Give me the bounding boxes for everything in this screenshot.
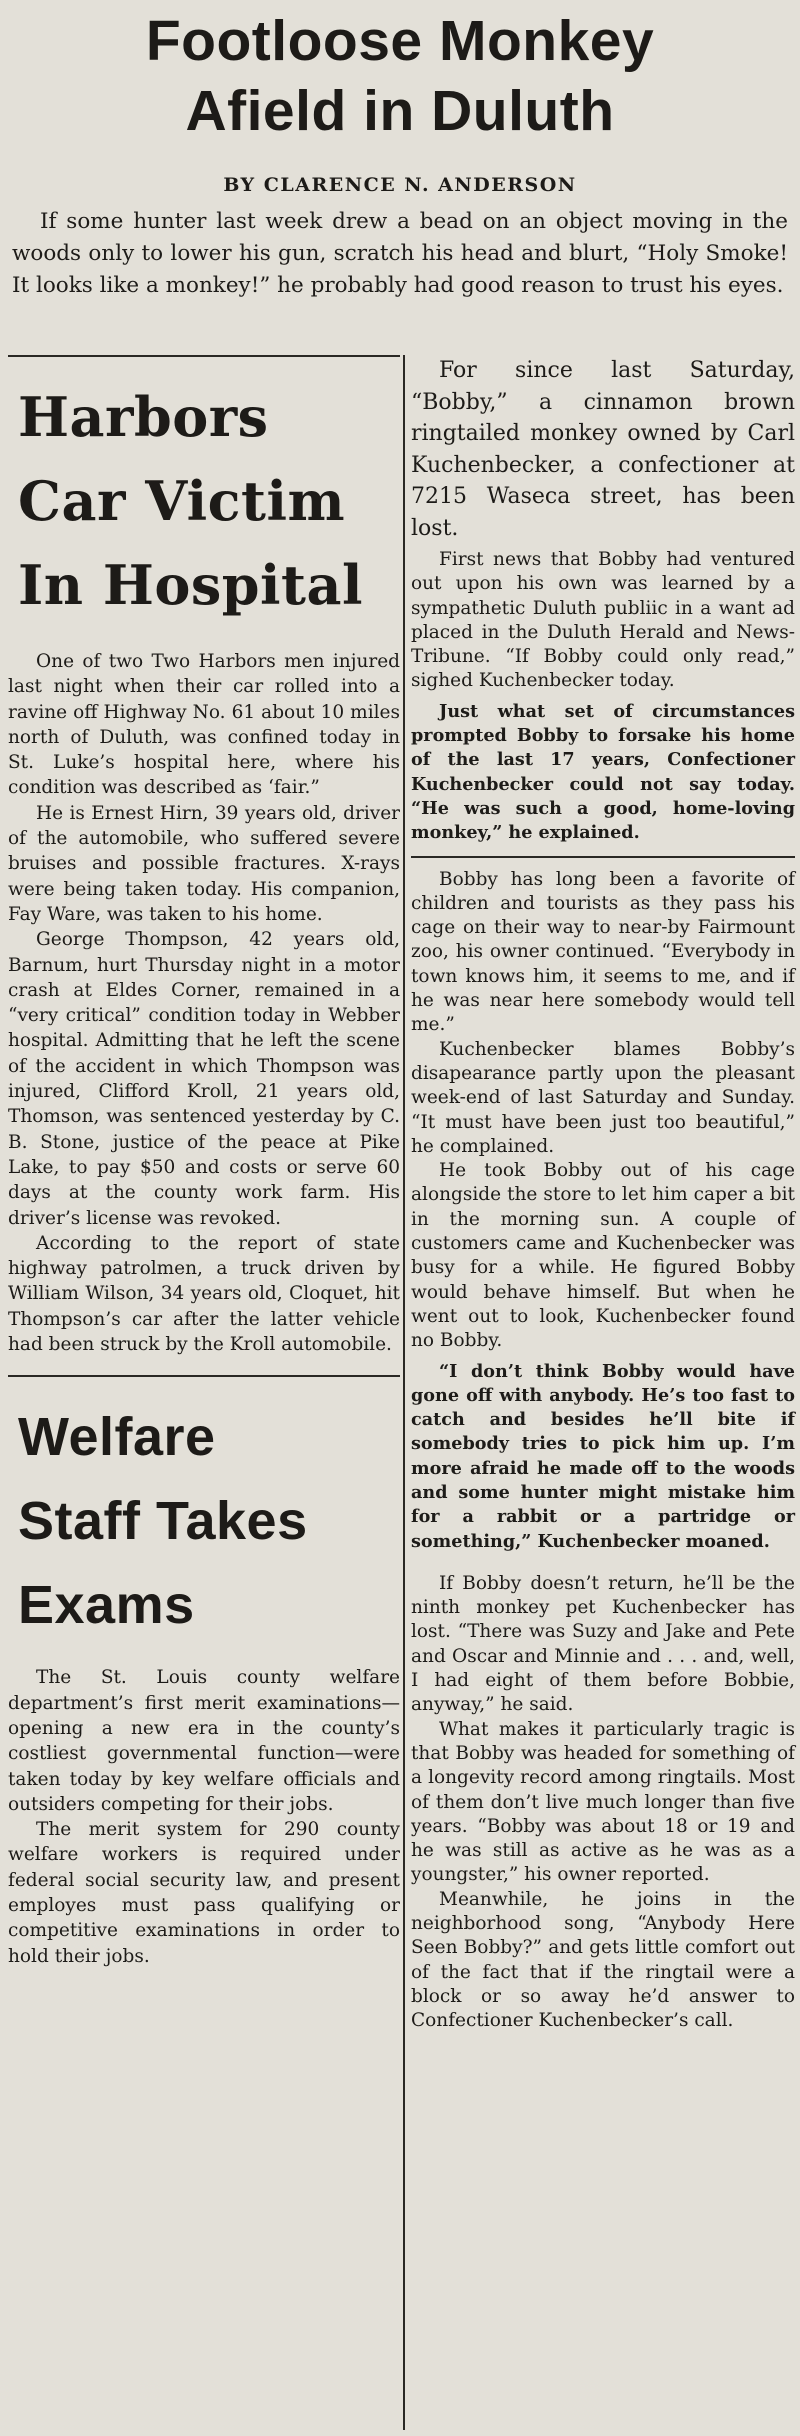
right-column: [411, 355, 795, 2034]
monkey-bold-quote-paragraph: “I don’t think Bobby would have gone off with anybody. He’s too fast to catch and besides he’ll bite if somebody tries to pick him up. I’m more afraid he made off to the woods and some hunter might mistake him for a rabbit or a partridge or something,” Kuchenbecker moaned.: [411, 1360, 795, 1552]
welfare-headline: [18, 1395, 400, 1647]
harbors-paragraph: George Thompson, 42 years old, Barnum, hurt Thursday night in a motor crash at Eldes Corner, remained in a “very critical” condition today in Webber hospital. Admitting that he left the scene of the accident in which Thompson was injured, Clifford Kroll, 21 years old, Thomson, was sentenced yesterday by C. B. Stone, justice of the peace at Pike Lake, to pay $50 and costs or serve 60 days at the county work farm. His driver’s license was revoked.: [8, 929, 400, 1229]
main-headline: [0, 0, 800, 146]
box-divider: [411, 856, 795, 858]
monkey-bold-paragraph: Just what set of circumstances prompted Bobby to forsake his home of the last 17 years, Confectioner Kuchenbecker could not say today. “He was such a good, home-loving monkey,” he explained.: [411, 700, 795, 844]
monkey-paragraph: If Bobby doesn’t return, he’ll be the ninth monkey pet Kuchenbecker has lost. “There was Suzy and Jake and Pete and Oscar and Minnie and . . . and, well, I had eight of them before Bobbie, anyway,” he said.: [411, 1572, 795, 1716]
main-headline-line-1: Footloose Monkey: [145, 9, 655, 73]
monkey-paragraph: He took Bobby out of his cage alongside the store to let him caper a bit in the morning sun. A couple of customers came and Kuchenbecker was busy for a while. He figured Bobby would behave himself. But when he went out to look, Kuchenbecker found no Bobby.: [411, 1160, 795, 1352]
byline: BY CLARENCE N. ANDERSON: [223, 174, 577, 196]
welfare-paragraph: The merit system for 290 county welfare workers is required under federal social security law, and present employes must pass qualifying or competitive examinations in order to hold their jobs.: [8, 1819, 400, 1967]
welfare-headline-line-1: Welfare: [18, 1407, 216, 1468]
harbors-paragraph: He is Ernest Hirn, 39 years old, driver of the automobile, who suffered severe bruises and possible fractures. X-rays were being taken today. His companion, Fay Ware, was taken to his home.: [8, 802, 400, 925]
monkey-paragraph: Meanwhile, he joins in the neighborhood song, “Anybody Here Seen Bobby?” and gets little comfort out of the fact that if the ringtail were a block or so away he’d answer to Confectioner Kuchenbecker’s call.: [411, 1888, 795, 2032]
intro-paragraph: If some hunter last week drew a bead on an object moving in the woods only to lower his gun, scratch his head and blurt, “Holy Smoke! It looks like a monkey!” he probably had good reason to trust his eyes.: [12, 209, 788, 298]
monkey-paragraph: Kuchenbecker blames Bobby’s disapearance partly upon the pleasant week-end of last Saturday and Sunday. “It must have been just too beautiful,” he complained.: [411, 1038, 795, 1157]
harbors-headline: [18, 375, 400, 627]
main-headline-line-2: Afield in Duluth: [185, 79, 615, 143]
harbors-paragraph: One of two Two Harbors men injured last night when their car rolled into a ravine off Highway No. 61 about 10 miles north of Duluth, was confined today in St. Luke’s hospital here, where his condition was described as ‘fair.”: [8, 651, 400, 799]
monkey-lead-paragraph: For since last Saturday, “Bobby,” a cinnamon brown ringtailed monkey owned by Carl Kuchenbecker, a confectioner at 7215 Waseca street, has been lost.: [411, 358, 795, 541]
welfare-headline-line-2: Staff Takes: [18, 1491, 308, 1552]
harbors-headline-line-2: Car Victim: [18, 469, 346, 533]
harbors-paragraph: According to the report of state highway patrolmen, a truck driven by William Wilson, 34 years old, Cloquet, hit Thompson’s car after the latter vehicle had been struck by the Kroll automobile.: [8, 1232, 400, 1356]
monkey-paragraph: Bobby has long been a favorite of children and tourists as they pass his cage on their way to near-by Fairmount zoo, his owner continued. “Everybody in town knows him, it seems to me, and if he was near here somebody would tell me.”: [411, 868, 795, 1036]
monkey-paragraph: What makes it particularly tragic is that Bobby was headed for something of a longevity record among ringtails. Most of them don’t live much longer than five years. “Bobby was about 18 or 19 and he was still as active as he was as a youngster,” his owner reported.: [411, 1718, 795, 1886]
column-rule: [403, 355, 405, 2430]
section-divider: [8, 355, 400, 357]
left-column: [8, 355, 400, 1969]
welfare-headline-line-3: Exams: [18, 1575, 195, 1636]
harbors-headline-line-1: Harbors: [18, 385, 269, 449]
section-divider: [8, 1375, 400, 1377]
welfare-paragraph: The St. Louis county welfare department’s first merit examinations—opening a new era in the county’s costliest governmental function—were taken today by key welfare officials and outsiders competing for their jobs.: [8, 1667, 400, 1815]
harbors-headline-line-3: In Hospital: [18, 553, 363, 617]
monkey-paragraph: First news that Bobby had ventured out upon his own was learned by a sympathetic Duluth publiic in a want ad placed in the Duluth Herald and News-Tribune. “If Bobby could only read,” sighed Kuchenbecker today.: [411, 549, 795, 692]
columns: [0, 355, 800, 2436]
